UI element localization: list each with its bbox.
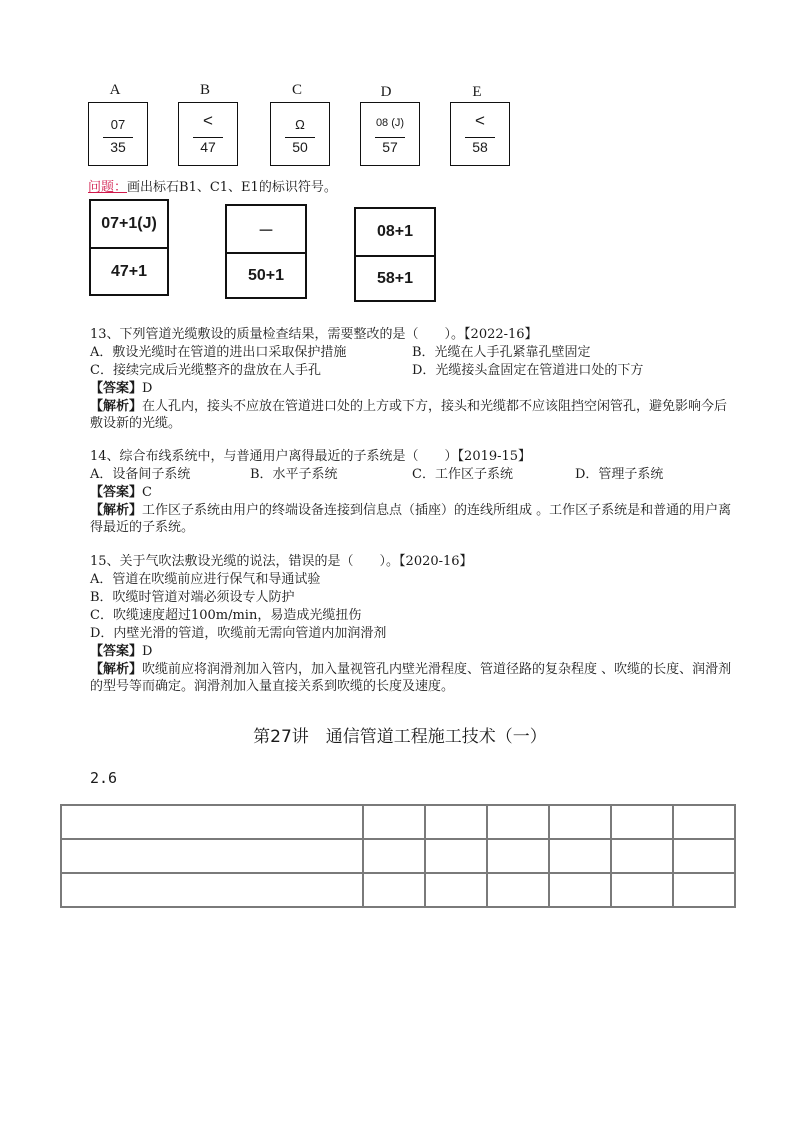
answer-box-c1 [225,204,307,299]
analysis-text: 吹缆前应将润滑剂加入管内，加入量视管孔内壁光滑程度、管道径路的复杂程度 、吹缆的长度、润滑剂的型号等而确定。润滑剂加入量直接关系到吹缆的长度及速度。 [90,662,732,694]
q14-analysis [90,502,740,536]
table-cell [549,839,611,873]
table-cell [611,873,673,907]
answer-box-b1 [89,199,169,296]
answer-label: 【答案】 [90,644,143,659]
analysis-text: 工作区子系统由用户的终端设备连接到信息点（插座）的连线所组成 。工作区子系统是和普通的用户离得最近的子系统。 [90,503,732,535]
q15-option-a: A．管道在吹缆前应进行保气和导通试验 [90,572,321,587]
answer-bottom: 58+1 [376,270,414,287]
table-cell [611,805,673,839]
answer-top: 07+1(J) [101,215,157,232]
answer-bottom: 47+1 [110,263,148,280]
marker-bottom: 57 [382,139,398,155]
marker-divider [103,137,133,138]
marker-bottom: 58 [472,139,488,155]
analysis-text: 在人孔内，接头不应放在管道进口处的上方或下方，接头和光缆都不应该阻挡空闲管孔，避免影响今后敷设新的光缆。 [90,399,728,431]
marker-stone [450,102,510,166]
table-cell [425,805,487,839]
q14-option-a: A．设备间子系统 [90,467,191,482]
marker-bottom: 35 [110,139,126,155]
question-prompt [88,176,337,195]
table-cell [611,839,673,873]
q14-answer [90,484,152,501]
q15-stem: 15、关于气吹法敷设光缆的说法，错误的是（ ）。【2020-16】 [90,554,473,569]
question-label: 问题： [88,180,128,195]
marker-top: Ω [295,117,305,132]
table-cell [425,839,487,873]
answer-value: D [142,644,153,659]
answer-value: C [142,485,152,500]
marker-letter: B [199,82,210,98]
analysis-label: 【解析】 [90,503,143,518]
q13-option-b: B．光缆在人手孔紧靠孔壁固定 [412,345,591,360]
marker-divider [285,137,315,138]
table-cell [487,839,549,873]
table-cell [363,873,425,907]
marker-divider [193,137,223,138]
answer-box-e1 [354,207,436,302]
table-cell [673,873,735,907]
table-row [61,805,735,839]
q13-option-d: D．光缆接头盒固定在管道进口处的下方 [412,363,644,378]
lecture-title: 第27讲 通信管道工程施工技术（一） [253,727,547,747]
marker-top: 07 [110,117,126,132]
q13-option-c: C．接续完成后光缆整齐的盘放在人手孔 [90,363,321,378]
analysis-label: 【解析】 [90,662,143,677]
table-cell [549,805,611,839]
answer-value: D [142,381,153,396]
table-cell [61,805,363,839]
q15-option-d: D．内壁光滑的管道，吹缆前无需向管道内加润滑剂 [90,626,387,641]
q15-option-c: C．吹缆速度超过100m/min，易造成光缆扭伤 [90,608,362,623]
table-cell [487,805,549,839]
table-row [61,839,735,873]
q14-stem: 14、综合布线系统中，与普通用户离得最近的子系统是（ ）【2019-15】 [90,449,532,464]
answer-top: 08+1 [376,223,414,240]
table-cell [673,805,735,839]
marker-letter: D [380,84,392,100]
q15-option-b: B．吹缆时管道对端必须设专人防护 [90,590,295,605]
q14-option-d: D．管理子系统 [575,467,664,482]
marker-stone [88,102,148,166]
table-cell [549,873,611,907]
marker-letter: A [109,82,121,98]
q13-stem: 13、下列管道光缆敷设的质量检查结果，需要整改的是（ ）。【2022-16】 [90,327,538,342]
table-cell [673,839,735,873]
q13-answer [90,380,152,397]
table-cell [363,805,425,839]
section-number: 2.6 [90,769,118,787]
marker-top: 08 (J) [375,117,405,129]
answer-label: 【答案】 [90,381,143,396]
q13-option-a: A．敷设光缆时在管道的进出口采取保护措施 [90,345,347,360]
marker-divider [465,137,495,138]
table-cell [487,873,549,907]
table-cell [61,873,363,907]
table-cell [425,873,487,907]
marker-bottom: 50 [292,139,308,155]
marker-top: < [475,111,485,130]
q14-option-b: B．水平子系统 [250,467,338,482]
empty-table [60,804,736,908]
marker-stone [270,102,330,166]
q15-answer [90,643,152,660]
answer-bottom: 50+1 [247,267,285,284]
q14-option-c: C．工作区子系统 [412,467,513,482]
marker-letter: C [291,82,302,98]
q13-analysis [90,398,740,432]
table-cell [61,839,363,873]
marker-bottom: 47 [200,139,216,155]
marker-stone [360,102,420,166]
question-text: 画出标石B1、C1、E1的标识符号。 [127,180,337,195]
analysis-label: 【解析】 [90,399,143,414]
marker-stone [178,102,238,166]
answer-label: 【答案】 [90,485,143,500]
answer-top: － [257,222,274,240]
table-cell [363,839,425,873]
marker-letter: E [472,84,482,100]
marker-top: < [203,111,213,130]
q15-analysis [90,661,740,695]
marker-divider [375,137,405,138]
table-row [61,873,735,907]
